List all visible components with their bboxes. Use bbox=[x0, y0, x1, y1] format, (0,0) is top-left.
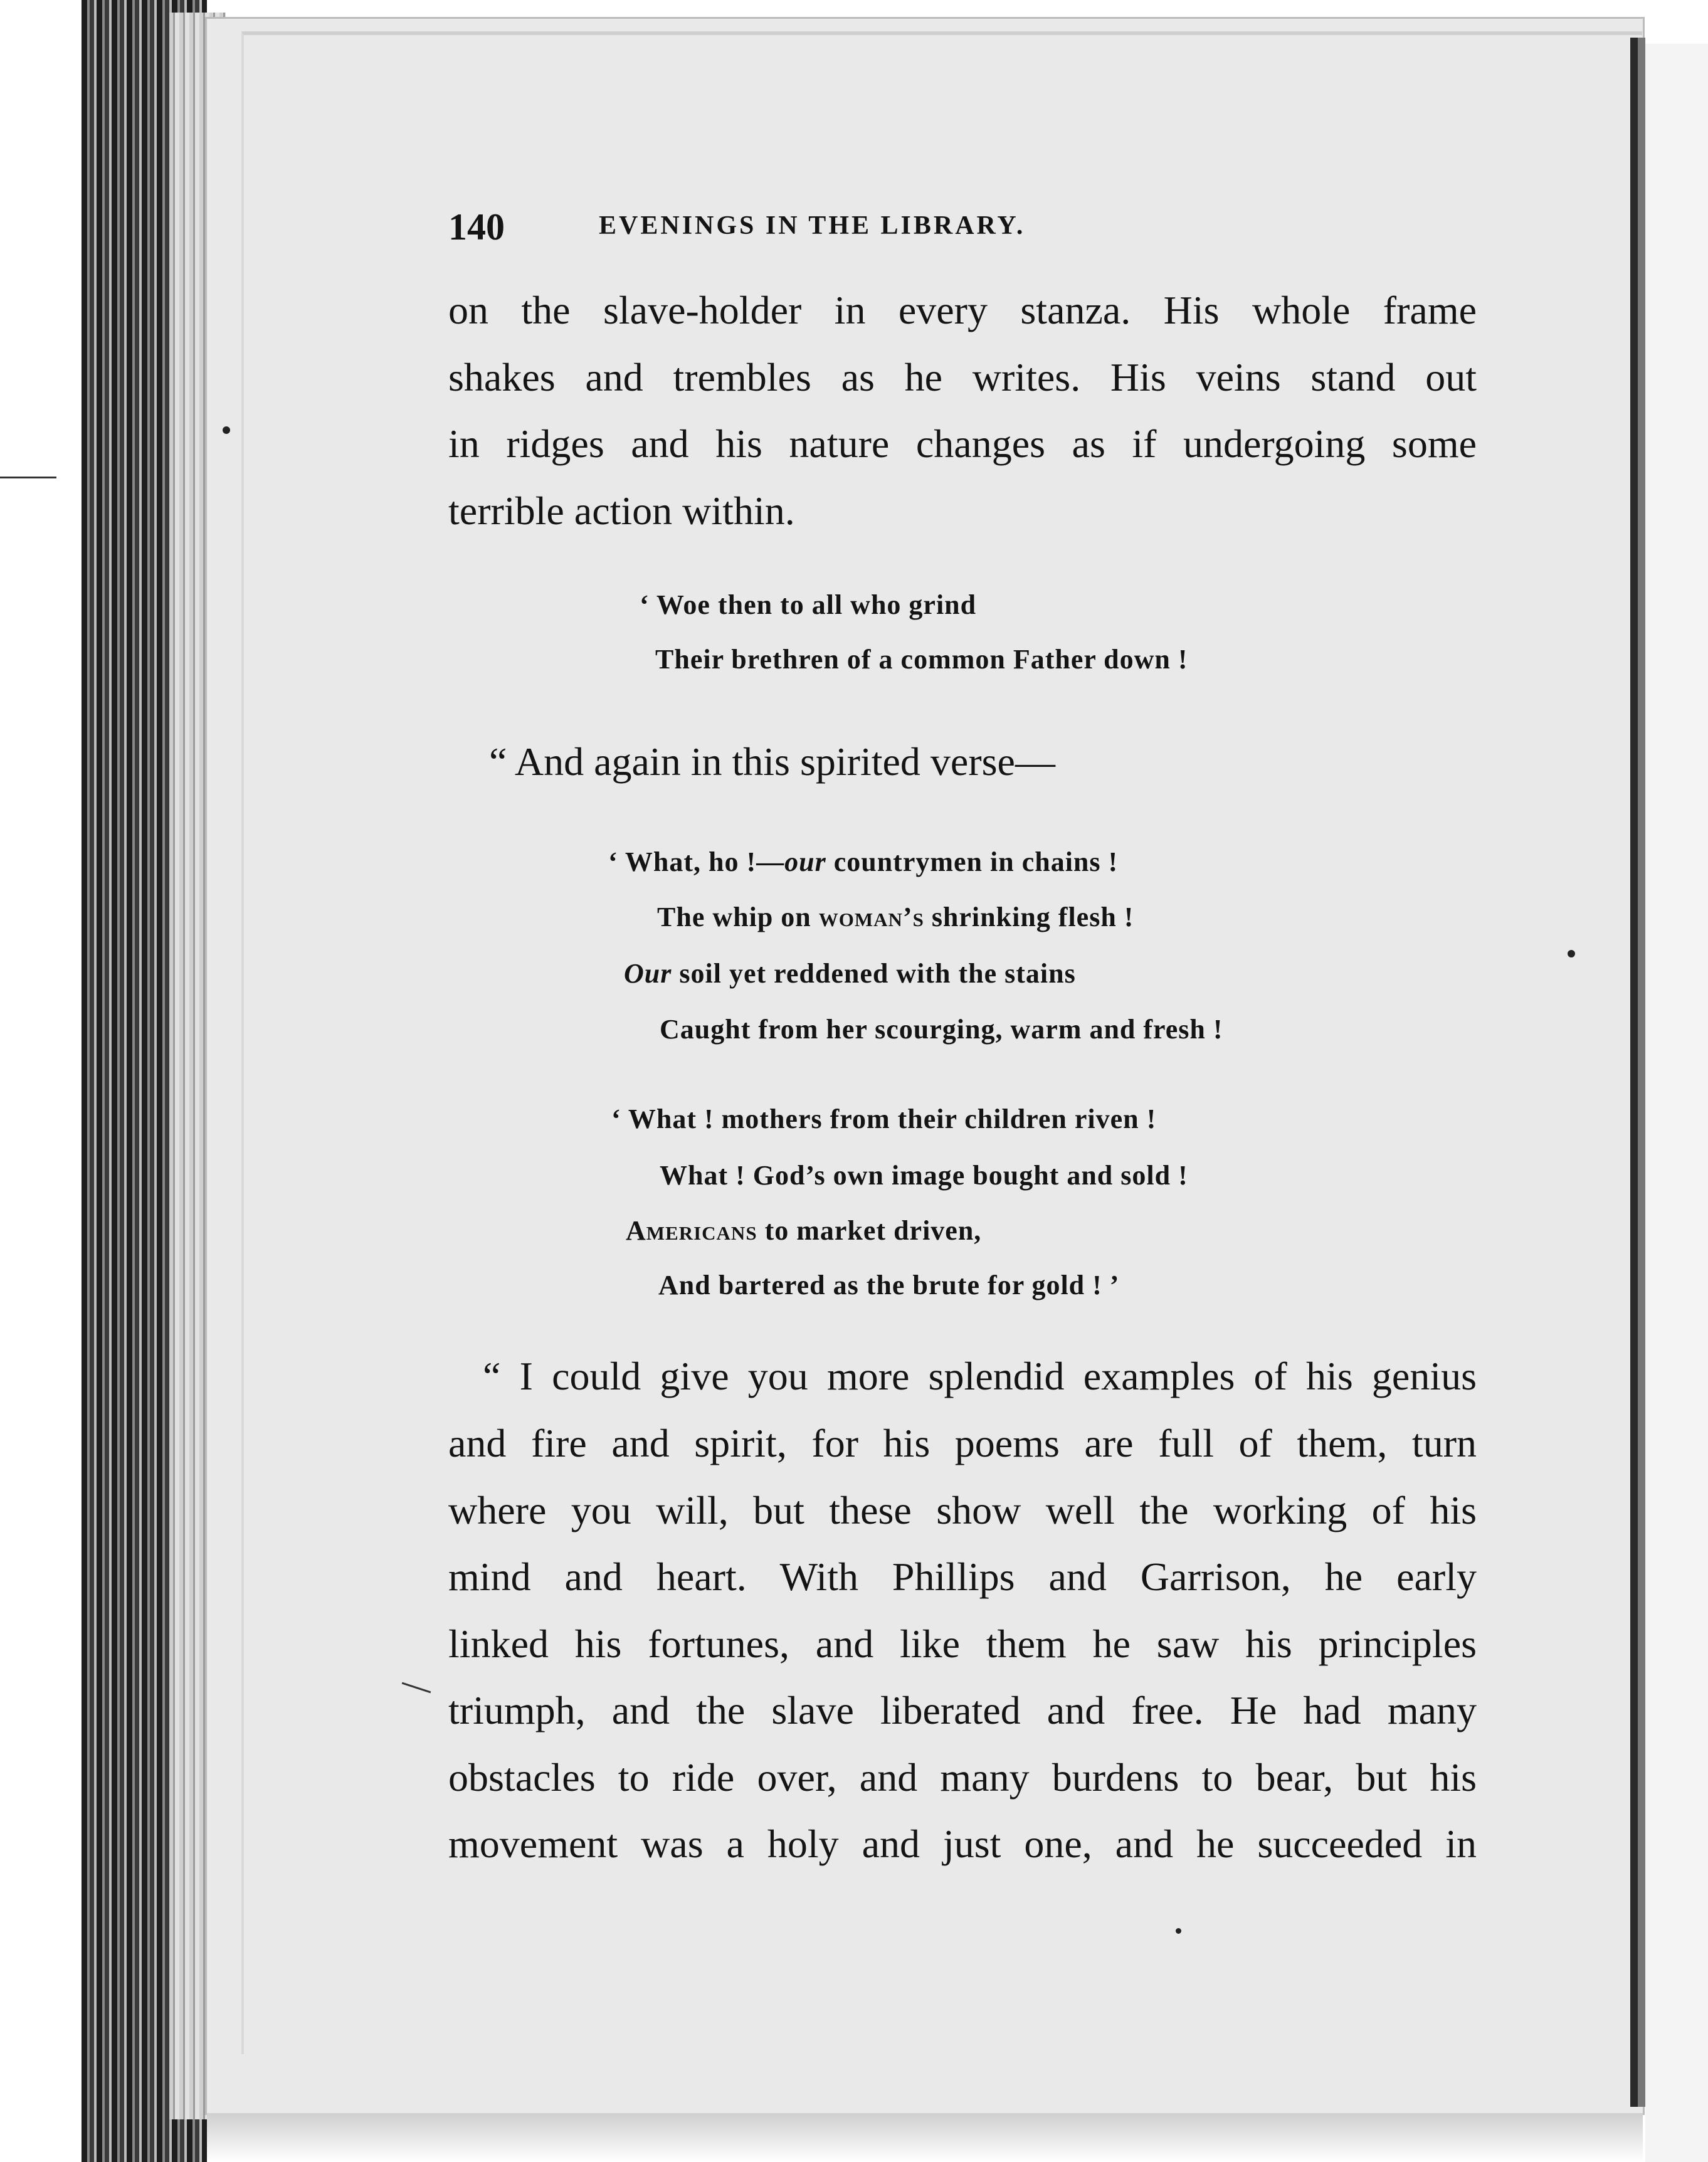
paragraph3-line: where you will, but these show well the working of his bbox=[448, 1488, 1477, 1532]
paragraph3-line: obstacles to ride over, and many burdens to bear, but his bbox=[448, 1755, 1477, 1800]
verse2-line: ‘ What, ho !—our countrymen in chains ! bbox=[608, 846, 1119, 877]
verse2-line: Caught from her scourging, warm and fresh ! bbox=[660, 1014, 1223, 1045]
page-bottom-shadow bbox=[207, 2113, 1643, 2162]
verse1-line: Their brethren of a common Father down ! bbox=[655, 644, 1188, 675]
scan-mark bbox=[0, 477, 56, 478]
paragraph2-line: “ And again in this spirited verse— bbox=[489, 739, 1055, 784]
facing-page-edge bbox=[1645, 44, 1708, 2162]
verse2-line: Our soil yet reddened with the stains bbox=[624, 958, 1076, 989]
scan-speck bbox=[223, 426, 230, 434]
verse3-line: And bartered as the brute for gold ! ’ bbox=[658, 1270, 1120, 1300]
paragraph3-line: mind and heart. With Phillips and Garrison, he early bbox=[448, 1554, 1477, 1599]
paragraph1-line: in ridges and his nature changes as if undergoing some bbox=[448, 421, 1477, 466]
paragraph1-line: terrible action within. bbox=[448, 488, 795, 533]
scan-speck bbox=[1568, 950, 1575, 957]
verse1-line: ‘ Woe then to all who grind bbox=[640, 589, 977, 620]
paragraph3-line: and fire and spirit, for his poems are full of them, turn bbox=[448, 1421, 1477, 1465]
paragraph1-line: on the slave-holder in every stanza. His whole frame bbox=[448, 288, 1477, 332]
paragraph3-line: movement was a holy and just one, and he succeeded in bbox=[448, 1822, 1477, 1866]
verse3-line: Americans to market driven, bbox=[626, 1215, 982, 1246]
paragraph3-line: triumph, and the slave liberated and free. He had many bbox=[448, 1688, 1477, 1732]
running-head bbox=[448, 206, 1220, 256]
scan-speck bbox=[1176, 1928, 1181, 1934]
page-number: 140 bbox=[448, 206, 505, 248]
paragraph3-line: “ I could give you more splendid examples of his genius bbox=[483, 1354, 1477, 1398]
paragraph3-line: linked his fortunes, and like them he saw his principles bbox=[448, 1622, 1477, 1666]
running-title: EVENINGS IN THE LIBRARY. bbox=[599, 211, 1026, 240]
verse2-line: The whip on woman’s shrinking flesh ! bbox=[657, 902, 1134, 932]
paragraph1-line: shakes and trembles as he writes. His veins stand out bbox=[448, 355, 1477, 399]
verse3-line: What ! God’s own image bought and sold ! bbox=[660, 1160, 1188, 1191]
book-gutter bbox=[1630, 38, 1645, 2107]
verse3-line: ‘ What ! mothers from their children riven ! bbox=[611, 1104, 1157, 1134]
